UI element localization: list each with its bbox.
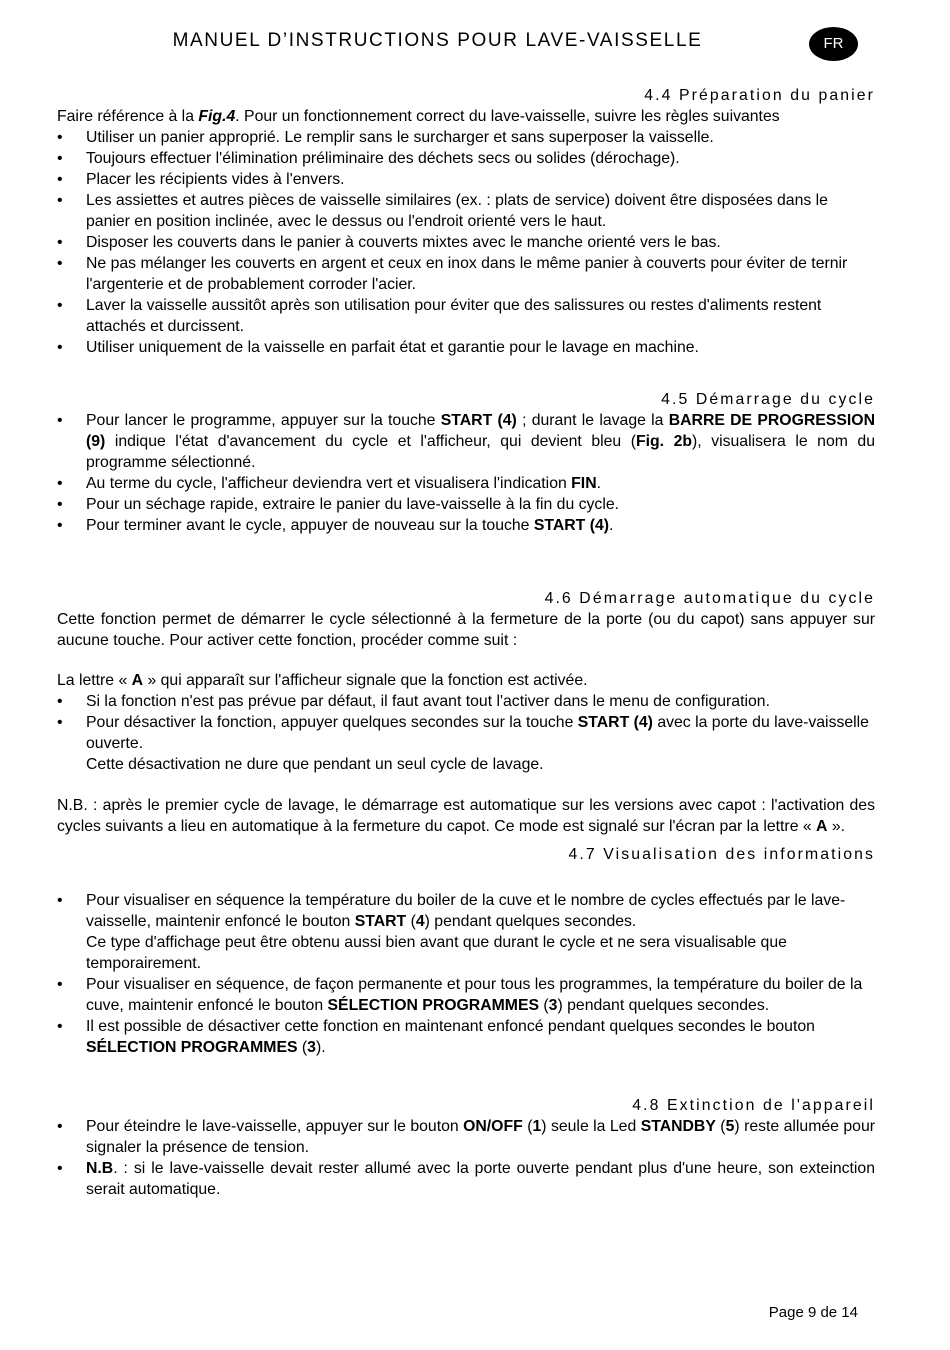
section-4-7-list-cont — [57, 974, 875, 1058]
list-item: • Au terme du cycle, l'afficheur deviendra vert et visualisera l'indication FIN. — [57, 473, 875, 494]
list-item: • Pour terminer avant le cycle, appuyer de nouveau sur la touche START (4). — [57, 515, 875, 536]
list-item: • Placer les récipients vides à l'envers. — [57, 169, 875, 190]
list-item: • Laver la vaisselle aussitôt après son utilisation pour éviter que des salissures ou restes d'aliments restent attachés et durcissent. — [57, 295, 875, 337]
section-4-6-list — [57, 691, 875, 754]
section-4-5-list — [57, 410, 875, 536]
section-4-7-list — [57, 890, 875, 932]
list-item: • Pour un séchage rapide, extraire le panier du lave-vaisselle à la fin du cycle. — [57, 494, 875, 515]
page-content — [57, 82, 875, 1200]
list-item-continuation: Ce type d'affichage peut être obtenu aussi bien avant que durant le cycle et ne sera visualisable que temporairement. — [86, 934, 787, 972]
section-4-6-intro: Cette fonction permet de démarrer le cycle sélectionné à la fermeture de la porte (ou du capot) sans appuyer sur aucune touche. Pour activer cette fonction, procéder comme suit : — [57, 611, 875, 649]
list-item: • Toujours effectuer l'élimination préliminaire des déchets secs ou solides (dérochage). — [57, 148, 875, 169]
section-4-6-letter-note: La lettre « A » qui apparaît sur l'afficheur signale que la fonction est activée. — [57, 672, 588, 689]
figure-reference: Fig.4 — [198, 108, 236, 125]
list-item: • Utiliser uniquement de la vaisselle en parfait état et garantie pour le lavage en machine. — [57, 337, 875, 358]
list-item: • Pour désactiver la fonction, appuyer quelques secondes sur la touche START (4) avec la porte du lave-vaisselle ouverte. — [57, 712, 875, 754]
section-4-8-list — [57, 1116, 875, 1200]
list-item: • Pour visualiser en séquence, de façon permanente et pour tous les programmes, la température du boiler de la cuve, maintenir enfoncé le bouton SÉLECTION PROGRAMMES (3) pendant quelques secondes. — [57, 974, 875, 1016]
list-item: • Pour lancer le programme, appuyer sur la touche START (4) ; durant le lavage la BARRE DE PROGRESSION (9) indique l'état d'avancement du cycle et l'afficheur, qui devient bleu (Fig. 2b), visualisera le nom du programme sélectionné. — [57, 410, 875, 473]
list-item: • Il est possible de désactiver cette fonction en maintenant enfoncé pendant quelques secondes le bouton SÉLECTION PROGRAMMES (3). — [57, 1016, 875, 1058]
list-item: • N.B. : si le lave-vaisselle devait rester allumé avec la porte ouverte pendant plus d'une heure, son exteinction serait automatique. — [57, 1158, 875, 1200]
list-item: • Ne pas mélanger les couverts en argent et ceux en inox dans le même panier à couverts pour éviter de ternir l'argenterie et de probablement corroder l'acier. — [57, 253, 875, 295]
language-badge: FR — [809, 27, 858, 61]
section-heading-4-4: 4.4 Préparation du panier — [644, 87, 875, 104]
list-item: • Pour visualiser en séquence la température du boiler de la cuve et le nombre de cycles effectués par le lave-vaisselle, maintenir enfoncé le bouton START (4) pendant quelques secondes. — [57, 890, 875, 932]
list-item: • Les assiettes et autres pièces de vaisselle similaires (ex. : plats de service) doivent être disposées dans le panier en position inclinée, avec le dessus ou l'endroit orienté vers le haut. — [57, 190, 875, 232]
section-heading-4-6: 4.6 Démarrage automatique du cycle — [544, 590, 875, 607]
list-item: • Pour éteindre le lave-vaisselle, appuyer sur le bouton ON/OFF (1) seule la Led STANDBY (5) reste allumée pour signaler la présence de tension. — [57, 1116, 875, 1158]
list-item-continuation: Cette désactivation ne dure que pendant un seul cycle de lavage. — [86, 756, 544, 773]
section-4-4-list — [57, 127, 875, 358]
list-item: • Disposer les couverts dans le panier à couverts mixtes avec le manche orienté vers le bas. — [57, 232, 875, 253]
list-item: • Utiliser un panier approprié. Le remplir sans le surcharger et sans superposer la vaisselle. — [57, 127, 875, 148]
section-heading-4-7: 4.7 Visualisation des informations — [568, 846, 875, 863]
section-4-4-intro: Faire référence à la Fig.4. Pour un fonctionnement correct du lave-vaisselle, suivre les règles suivantes — [57, 108, 780, 125]
section-heading-4-5: 4.5 Démarrage du cycle — [661, 391, 875, 408]
section-heading-4-8: 4.8 Extinction de l'appareil — [632, 1097, 875, 1114]
list-item: • Si la fonction n'est pas prévue par défaut, il faut avant tout l'activer dans le menu de configuration. — [57, 691, 875, 712]
document-title: MANUEL D’INSTRUCTIONS POUR LAVE-VAISSELLE — [172, 30, 703, 51]
page-number: Page 9 de 14 — [768, 1304, 858, 1321]
section-4-6-note: N.B. : après le premier cycle de lavage, le démarrage est automatique sur les versions avec capot : l'activation des cycles suivants a lieu en automatique à la fermeture du capot. Ce mode est signalé sur l'écran par la lettre « A ». — [57, 797, 875, 835]
